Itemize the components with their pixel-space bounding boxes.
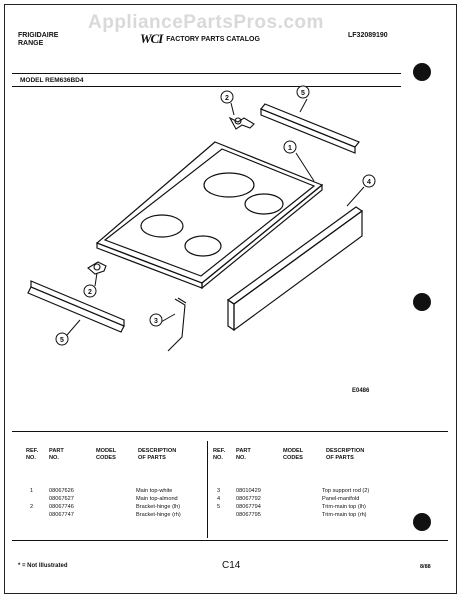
table-row [236, 512, 261, 519]
main-top-drawing [97, 142, 322, 288]
table-top-rule [12, 431, 448, 432]
ref-no: 5 [217, 504, 221, 510]
figure-number: E0486 [352, 388, 370, 394]
brand-name: FRIGIDAIRE [18, 32, 59, 39]
table-row [49, 488, 74, 495]
watermark: AppliancePartsPros.com [88, 12, 324, 33]
table-row [322, 496, 359, 503]
ref-no: 1 [30, 488, 34, 494]
header-desc: DESCRIPTION OF PARTS [326, 448, 365, 461]
publication-number: LF32089190 [348, 32, 388, 39]
callout-label: 5 [301, 90, 305, 97]
print-date: 8/88 [420, 564, 431, 570]
ref-no: 3 [217, 488, 221, 494]
part-desc: Main top-almond [136, 496, 178, 502]
part-desc: Top support rod (2) [322, 488, 370, 494]
part-desc: Main top-white [136, 488, 173, 494]
callout-label: 3 [154, 318, 158, 325]
table-row [217, 496, 220, 503]
page-number: C14 [222, 560, 241, 571]
header-model: MODEL CODES [96, 448, 117, 461]
callout-label: 5 [60, 337, 64, 344]
binder-hole-bottom [413, 513, 431, 531]
callout-label: 1 [288, 145, 292, 152]
support-rod-drawing [168, 298, 186, 351]
part-no: 08067794 [236, 504, 261, 510]
model-label: MODEL REM636BD4 [20, 77, 84, 84]
table-row [236, 504, 261, 511]
part-desc: Bracket-hinge (lh) [136, 504, 181, 510]
table-row [49, 496, 74, 503]
catalog-title: FACTORY PARTS CATALOG [166, 35, 260, 43]
table-row [322, 512, 367, 519]
table-row [49, 512, 74, 519]
part-no: 08067626 [49, 488, 74, 494]
ref-no: 2 [30, 504, 34, 510]
table-row [136, 512, 181, 519]
product-type: RANGE [18, 40, 44, 47]
table-row [49, 504, 74, 511]
table-bottom-rule [12, 540, 448, 541]
part-no: 08067792 [236, 496, 261, 502]
part-desc: Trim-main top (rh) [322, 512, 367, 518]
part-no: 08010429 [236, 488, 261, 494]
table-row [322, 504, 366, 511]
part-no: 08067747 [49, 512, 74, 518]
table-row [217, 504, 220, 511]
table-row [30, 488, 33, 495]
table-divider [207, 441, 208, 538]
wci-logo: WCI [140, 31, 163, 46]
table-row [236, 488, 261, 495]
header-desc: DESCRIPTION OF PARTS [138, 448, 177, 461]
part-desc: Panel-manifold [322, 496, 360, 502]
callout-label: 2 [88, 289, 92, 296]
callout-label: 4 [367, 179, 371, 186]
header-part: PART NO. [49, 448, 64, 461]
table-row [236, 496, 261, 503]
header-model: MODEL CODES [283, 448, 304, 461]
table-row [217, 488, 220, 495]
header-ref: REF. NO. [26, 448, 39, 461]
table-row [136, 496, 178, 503]
header-part: PART NO. [236, 448, 251, 461]
table-row [136, 488, 172, 495]
part-no: 08067746 [49, 504, 74, 510]
part-no: 08067795 [236, 512, 261, 518]
ref-no: 4 [217, 496, 221, 502]
table-row [136, 504, 180, 511]
trim-top-right-drawing [261, 104, 359, 153]
part-desc: Bracket-hinge (rh) [136, 512, 181, 518]
footnote: * = Not Illustrated [18, 563, 68, 569]
header-ref: REF. NO. [213, 448, 226, 461]
part-no: 08067627 [49, 496, 74, 502]
table-row [30, 504, 33, 511]
part-desc: Trim-main top (lh) [322, 504, 366, 510]
table-row [322, 488, 369, 495]
callout-label: 2 [225, 95, 229, 102]
